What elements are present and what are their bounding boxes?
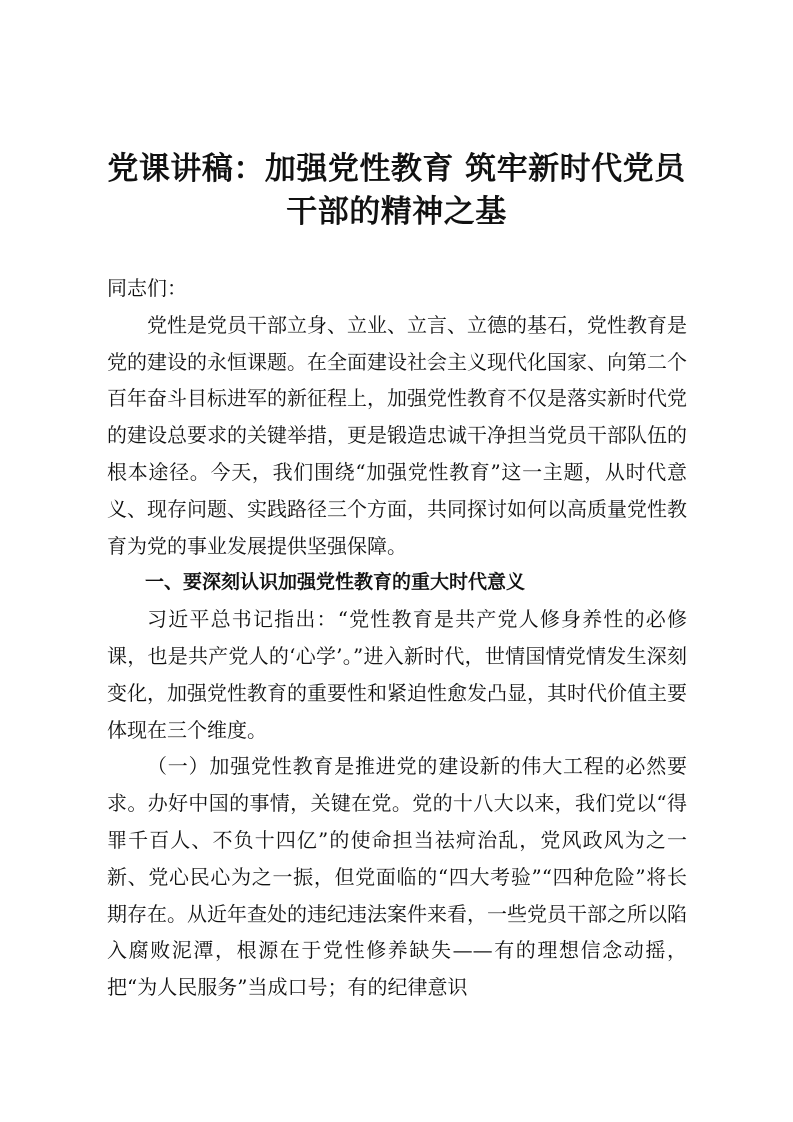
document-body <box>107 270 687 1006</box>
title-line-2: 干部的精神之基 <box>286 194 507 230</box>
salutation: 同志们： <box>107 276 187 300</box>
title-line-1: 党课讲稿：加强党性教育 筑牢新时代党员 <box>107 151 686 187</box>
quote-paragraph: 习近平总书记指出：“党性教育是共产党人修身养性的必修课，也是共产党人的‘心学’。”进入新时代，世情国情党情发生深刻变化，加强党性教育的重要性和紧迫性愈发凸显，其时代价值主要体现在三个维度。 <box>107 607 687 742</box>
document-title <box>100 148 693 234</box>
subsection-paragraph-1: （一）加强党性教育是推进党的建设新的伟大工程的必然要求。办好中国的事情，关键在党。党的十八大以来，我们党以“得罪千百人、不负十四亿”的使命担当祛疴治乱，党风政风为之一新、党心民心为之一振，但党面临的“四大考验”“四种危险”将长期存在。从近年查处的违纪违法案件来看，一些党员干部之所以陷入腐败泥潭，根源在于党性修养缺失——有的理想信念动摇，把“为人民服务”当成口号；有的纪律意识 <box>107 754 687 1000</box>
intro-paragraph: 党性是党员干部立身、立业、立言、立德的基石，党性教育是党的建设的永恒课题。在全面建设社会主义现代化国家、向第二个百年奋斗目标进军的新征程上，加强党性教育不仅是落实新时代党的建设总要求的关键举措，更是锻造忠诚干净担当党员干部队伍的根本途径。今天，我们围绕“加强党性教育”这一主题，从时代意义、现存问题、实践路径三个方面，共同探讨如何以高质量党性教育为党的事业发展提供坚强保障。 <box>107 312 687 558</box>
section-heading-1: 一、要深刻认识加强党性教育的重大时代意义 <box>145 571 526 594</box>
